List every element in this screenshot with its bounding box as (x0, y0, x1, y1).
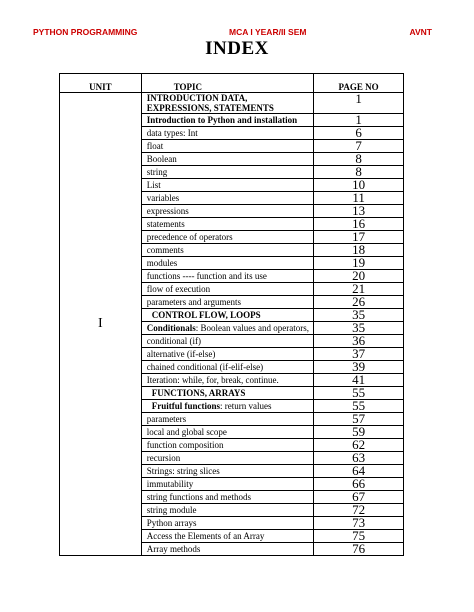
topic-cell: statements (141, 218, 314, 231)
table-row (60, 93, 404, 114)
topic-cell: string module (141, 504, 314, 517)
page-number-cell: 64 (314, 465, 404, 478)
topic-cell: local and global scope (141, 426, 314, 439)
topic-cell: CONTROL FLOW, LOOPS (141, 309, 314, 322)
topic-cell: Boolean (141, 153, 314, 166)
page-number-cell: 8 (314, 153, 404, 166)
column-header-topic: TOPIC (141, 74, 314, 93)
page-number-cell: 1 (314, 114, 404, 127)
page-number-cell: 39 (314, 361, 404, 374)
page-number-cell: 37 (314, 348, 404, 361)
page-number-cell: 36 (314, 335, 404, 348)
header-semester: MCA I YEAR/II SEM (229, 27, 307, 37)
topic-cell: INTRODUCTION DATA, EXPRESSIONS, STATEMENTS (141, 93, 314, 114)
page-number-cell: 13 (314, 205, 404, 218)
page-number-cell: 41 (314, 374, 404, 387)
topic-cell: Python arrays (141, 517, 314, 530)
topic-cell: string (141, 166, 314, 179)
page-number-cell: 66 (314, 478, 404, 491)
page-number-cell: 19 (314, 257, 404, 270)
topic-bold-part: Fruitful functions (151, 401, 220, 411)
topic-rest-part: : return values (219, 401, 272, 411)
page-number-cell: 1 (314, 93, 404, 114)
topic-cell: function composition (141, 439, 314, 452)
topic-cell: chained conditional (if-elif-else) (141, 361, 314, 374)
topic-cell: data types: Int (141, 127, 314, 140)
header-course: PYTHON PROGRAMMING (33, 27, 138, 37)
topic-cell: Array methods (141, 543, 314, 556)
page-title: INDEX (205, 38, 269, 59)
page-number-cell: 26 (314, 296, 404, 309)
page-number-cell: 17 (314, 231, 404, 244)
page-number-cell: 10 (314, 179, 404, 192)
topic-cell: parameters and arguments (141, 296, 314, 309)
page-number-cell: 55 (314, 400, 404, 413)
topic-cell: parameters (141, 413, 314, 426)
topic-cell: alternative (if-else) (141, 348, 314, 361)
page-number-cell: 57 (314, 413, 404, 426)
page-number-cell: 75 (314, 530, 404, 543)
page-number-cell: 6 (314, 127, 404, 140)
topic-cell: expressions (141, 205, 314, 218)
topic-cell: comments (141, 244, 314, 257)
topic-cell: Iteration: while, for, break, continue. (141, 374, 314, 387)
page-number-cell: 18 (314, 244, 404, 257)
topic-cell: List (141, 179, 314, 192)
topic-bold-part: Conditionals (146, 323, 196, 333)
topic-cell: float (141, 140, 314, 153)
page-number-cell: 55 (314, 387, 404, 400)
topic-cell: precedence of operators (141, 231, 314, 244)
topic-cell: variables (141, 192, 314, 205)
page-number-cell: 62 (314, 439, 404, 452)
topic-cell: conditional (if) (141, 335, 314, 348)
header-institute: AVNT (409, 27, 432, 37)
topic-cell: flow of execution (141, 283, 314, 296)
column-header-page: PAGE NO (314, 74, 404, 93)
page-number-cell: 11 (314, 192, 404, 205)
topic-cell: recursion (141, 452, 314, 465)
topic-cell: immutability (141, 478, 314, 491)
topic-cell: FUNCTIONS, ARRAYS (141, 387, 314, 400)
topic-cell: Introduction to Python and installation (141, 114, 314, 127)
topic-cell (141, 400, 314, 413)
topic-cell (141, 322, 314, 335)
unit-cell: I (60, 93, 142, 556)
topic-cell: Access the Elements of an Array (141, 530, 314, 543)
page-number-cell: 16 (314, 218, 404, 231)
page-number-cell: 35 (314, 309, 404, 322)
topic-rest-part: : Boolean values and operators, (195, 323, 309, 333)
page-number-cell: 76 (314, 543, 404, 556)
page-number-cell: 35 (314, 322, 404, 335)
topic-cell: Strings: string slices (141, 465, 314, 478)
table-header-row (60, 74, 404, 93)
page-number-cell: 8 (314, 166, 404, 179)
topic-cell: modules (141, 257, 314, 270)
page-number-cell: 72 (314, 504, 404, 517)
page-number-cell: 63 (314, 452, 404, 465)
topic-cell: functions ---- function and its use (141, 270, 314, 283)
page-number-cell: 67 (314, 491, 404, 504)
topic-cell: string functions and methods (141, 491, 314, 504)
index-table (59, 73, 404, 556)
page-number-cell: 20 (314, 270, 404, 283)
page-number-cell: 73 (314, 517, 404, 530)
column-header-unit: UNIT (60, 74, 142, 93)
page-number-cell: 21 (314, 283, 404, 296)
page-number-cell: 7 (314, 140, 404, 153)
page-number-cell: 59 (314, 426, 404, 439)
